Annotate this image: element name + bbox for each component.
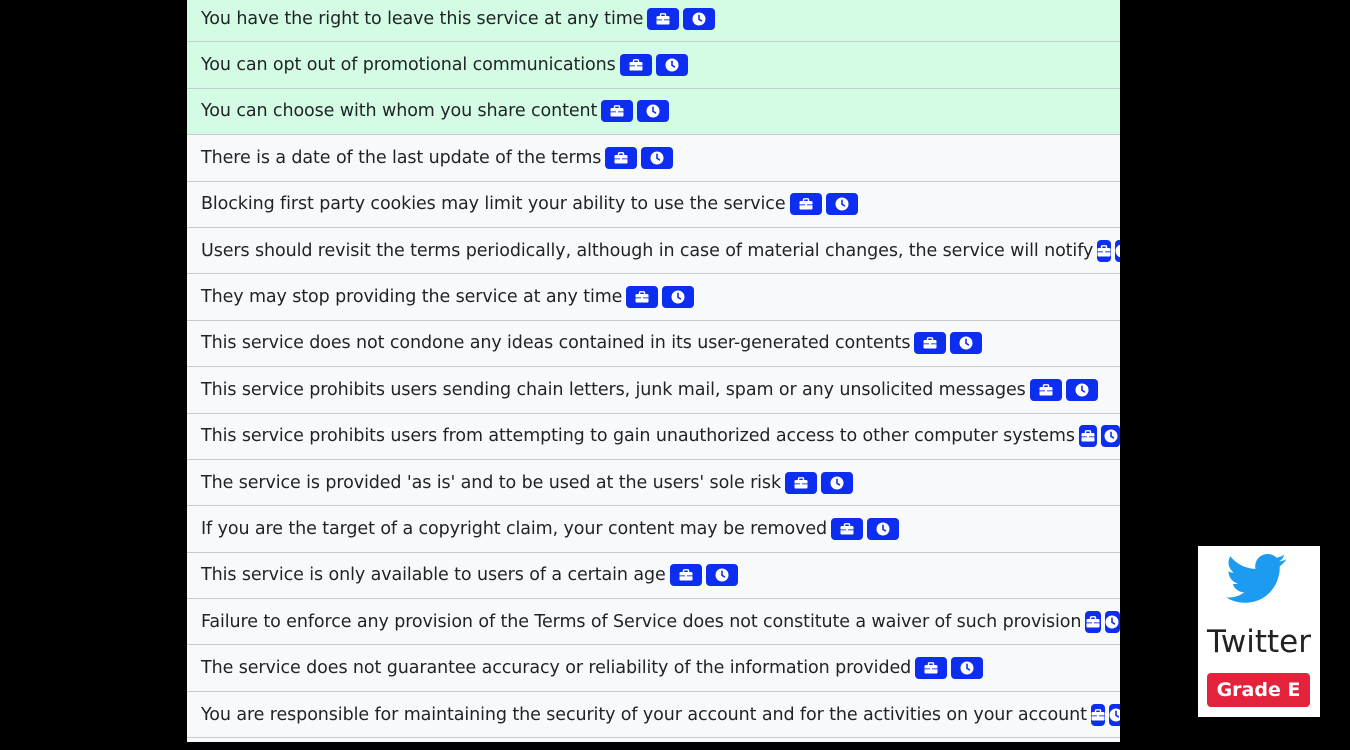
briefcase-icon[interactable] [605,147,637,169]
clock-icon[interactable] [821,472,853,494]
point-row[interactable] [187,367,1120,413]
point-text: If you are the target of a copyright claim, your content may be removed [201,518,828,539]
clock-icon[interactable] [950,332,982,354]
point-row[interactable] [187,506,1120,552]
clock-icon[interactable] [1115,240,1120,262]
point-text: You can choose with whom you share content [201,101,598,122]
briefcase-icon[interactable] [1091,704,1105,726]
point-text: You have the right to leave this service at any time [201,8,644,29]
point-text: The service does not guarantee accuracy or reliability of the information provided [201,658,912,679]
briefcase-icon[interactable] [1085,611,1100,633]
point-row[interactable] [187,228,1120,274]
clock-icon[interactable] [656,54,688,76]
clock-icon[interactable] [826,193,858,215]
briefcase-icon[interactable] [785,472,817,494]
clock-icon[interactable] [951,657,983,679]
briefcase-icon[interactable] [1097,240,1111,262]
point-text: You can opt out of promotional communications [201,55,616,76]
clock-icon[interactable] [641,147,673,169]
clock-icon[interactable] [662,286,694,308]
point-row[interactable] [187,460,1120,506]
briefcase-icon[interactable] [1079,425,1098,447]
point-text: You are responsible for maintaining the security of your account and for the activities on your account [201,704,1087,725]
point-text: Failure to enforce any provision of the Terms of Service does not constitute a waiver of such provision [201,611,1082,632]
clock-icon[interactable] [867,518,899,540]
briefcase-icon[interactable] [647,8,679,30]
point-text: This service is only available to users of a certain age [201,565,666,586]
point-text: The service is provided 'as is' and to be used at the users' sole risk [201,472,781,493]
point-row[interactable] [187,645,1120,691]
point-row[interactable] [187,135,1120,181]
point-text: This service does not condone any ideas contained in its user-generated contents [201,333,911,354]
point-row[interactable] [187,692,1120,738]
briefcase-icon[interactable] [831,518,863,540]
briefcase-icon[interactable] [1030,379,1062,401]
briefcase-icon[interactable] [626,286,658,308]
briefcase-icon[interactable] [914,332,946,354]
point-row[interactable] [187,0,1120,42]
service-name: Twitter [1207,624,1311,660]
service-card[interactable] [1198,546,1320,717]
briefcase-icon[interactable] [601,100,633,122]
clock-icon[interactable] [1109,704,1120,726]
clock-icon[interactable] [1066,379,1098,401]
briefcase-icon[interactable] [790,193,822,215]
point-row[interactable] [187,414,1120,460]
point-row[interactable] [187,42,1120,88]
point-row[interactable] [187,599,1120,645]
points-list [187,0,1120,742]
briefcase-icon[interactable] [915,657,947,679]
point-row[interactable] [187,553,1120,599]
clock-icon[interactable] [637,100,669,122]
clock-icon[interactable] [683,8,715,30]
point-row[interactable] [187,182,1120,228]
point-text: There is a date of the last update of the terms [201,147,602,168]
clock-icon[interactable] [1101,425,1120,447]
briefcase-icon[interactable] [620,54,652,76]
clock-icon[interactable] [1105,611,1120,633]
point-text: Blocking first party cookies may limit your ability to use the service [201,194,786,215]
point-text: This service prohibits users sending chain letters, junk mail, spam or any unsolicited messages [201,379,1026,400]
grade-badge: Grade E [1207,673,1310,707]
point-row[interactable] [187,89,1120,135]
point-text: Users should revisit the terms periodically, although in case of material changes, the service will notify [201,240,1094,261]
point-text: They may stop providing the service at any time [201,287,623,308]
point-text: This service prohibits users from attempting to gain unauthorized access to other computer systems [201,426,1075,447]
twitter-bird-icon [1220,548,1294,608]
briefcase-icon[interactable] [670,564,702,586]
clock-icon[interactable] [706,564,738,586]
point-row[interactable] [187,274,1120,320]
point-row[interactable] [187,321,1120,367]
